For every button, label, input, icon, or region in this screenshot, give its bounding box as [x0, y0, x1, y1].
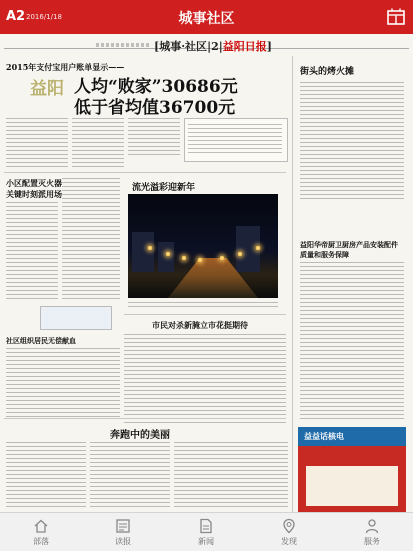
story2-text-2 — [62, 178, 120, 302]
compass-icon — [281, 518, 297, 534]
photo-headline: 流光溢彩迎新年 — [132, 183, 196, 193]
ad-title: 益益话核电 — [304, 432, 344, 441]
bottom-tab-bar — [0, 512, 413, 551]
page-title: 城事社区 — [178, 11, 235, 27]
user-icon — [364, 518, 380, 534]
story3-text — [6, 348, 120, 418]
chat-banner — [40, 306, 112, 330]
section-header: [城事·社区|2|益阳日报] — [154, 40, 272, 53]
lead-text-col-2 — [72, 118, 124, 168]
layout-grid-icon[interactable] — [387, 8, 405, 25]
ad-panel — [306, 466, 398, 506]
lead-text-col-3 — [128, 118, 180, 158]
lead-city: 益阳 — [30, 79, 64, 99]
section-meta — [96, 43, 151, 47]
newspaper-icon — [115, 518, 131, 534]
tab-service[interactable] — [331, 513, 413, 551]
ad-header[interactable] — [298, 427, 406, 446]
story2-headline-1: 小区配置灭火器 — [6, 178, 62, 188]
section-name: 城事·社区 — [159, 40, 208, 53]
rule-2 — [124, 314, 286, 315]
bottom-headline: 奔跑中的美丽 — [110, 430, 170, 441]
tab-label: 发现 — [281, 537, 297, 546]
newspaper-page[interactable] — [0, 34, 413, 512]
market-text — [124, 334, 286, 424]
column-rule — [292, 56, 293, 512]
side-headline: 街头的烤火摊 — [300, 67, 355, 77]
photo-caption — [128, 302, 278, 310]
page-number[interactable]: A2 — [6, 9, 26, 24]
tab-label: 新闻 — [198, 537, 214, 546]
market-headline: 市民对杀新腌立市花挺期待 — [152, 320, 248, 330]
right-story-headline-2: 质量和服务保障 — [300, 250, 349, 259]
tab-discover[interactable] — [248, 513, 330, 551]
right-story-headline-1: 益阳华帝厨卫厨房产品安装配件 — [300, 240, 398, 249]
side-text — [300, 82, 404, 202]
bottom-text-3 — [174, 442, 288, 510]
story2-text-1 — [6, 202, 58, 302]
bottom-text-1 — [6, 442, 86, 510]
tab-label: 部落 — [33, 537, 49, 546]
home-icon — [33, 518, 49, 534]
night-street-photo[interactable] — [128, 194, 278, 298]
right-story-text — [300, 262, 404, 422]
masthead-logo: 益阳日报 — [222, 40, 267, 53]
story2-headline-2: 关键时刻派用场 — [6, 189, 62, 199]
top-bar — [0, 0, 413, 34]
tab-news[interactable] — [165, 513, 247, 551]
lead-headline-2: 低于省均值36700元 — [74, 98, 236, 118]
lead-headline-1: 人均“败家”30686元 — [74, 77, 238, 97]
document-icon — [198, 518, 214, 534]
story3-headline: 社区组织居民无偿献血 — [6, 336, 76, 345]
lead-kicker: 2015年支付宝用户账单显示—— — [6, 62, 125, 72]
tab-read-paper[interactable] — [82, 513, 164, 551]
issue-date: 2016/1/18 — [26, 13, 62, 21]
tab-home[interactable] — [0, 513, 82, 551]
section-page: 2 — [211, 40, 219, 53]
rule-3 — [4, 418, 286, 419]
lead-text-col-1 — [6, 118, 68, 168]
bottom-text-2 — [90, 442, 170, 510]
tab-label: 读报 — [115, 537, 131, 546]
tab-label: 服务 — [364, 537, 380, 546]
rule-1 — [4, 172, 286, 173]
data-box-text — [188, 124, 282, 156]
